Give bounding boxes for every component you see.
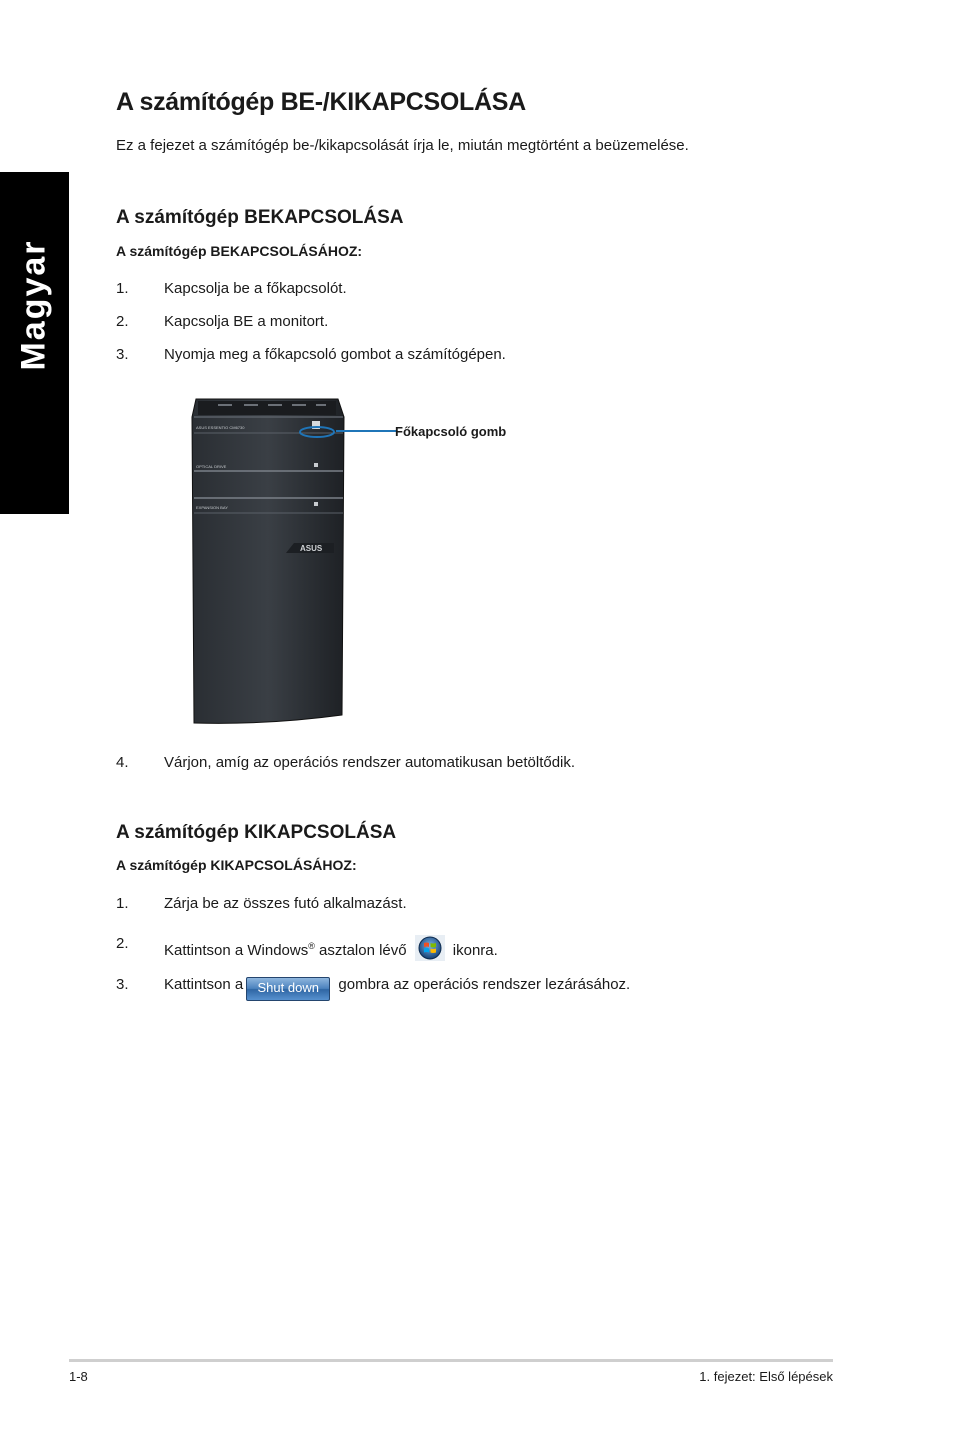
power-on-step-2: Kapcsolja BE a monitort. [164,313,329,330]
asus-logo-text: ASUS [300,544,323,553]
panel-label-optical: OPTICAL DRIVE [196,464,227,469]
panel-label-expansion: EXPANSION BAY [196,505,228,510]
power-on-heading: A számítógép BEKAPCSOLÁSA [116,207,404,228]
shut-down-button: Shut down [246,977,330,1001]
windows-start-icon [415,935,445,961]
power-on-step-4: Várjon, amíg az operációs rendszer automatikusan betöltődik. [164,754,576,771]
callout-line [336,430,396,432]
step-text: Kattintson a [164,976,244,993]
page-number: 1-8 [69,1369,88,1384]
intro-paragraph: Ez a fejezet a számítógép be-/kikapcsolását írja le, miután megtörtént a beüzemelése. [116,137,689,154]
step-text: ikonra. [448,942,498,959]
step-number: 1. [116,895,129,912]
power-button-callout: Főkapcsoló gomb [395,424,507,439]
step-number: 2. [116,313,129,330]
step-text: asztalon lévő [314,942,407,959]
power-on-step-1: Kapcsolja be a főkapcsolót. [164,280,347,297]
step-number: 4. [116,754,129,771]
power-off-step-1: Zárja be az összes futó alkalmazást. [164,895,407,912]
power-off-step-2 [164,935,498,961]
pc-tower-illustration [188,395,348,727]
power-on-step-3: Nyomja meg a főkapcsoló gombot a számítógépen. [164,346,506,363]
power-off-subheading: A számítógép KIKAPCSOLÁSÁHOZ: [116,857,357,873]
step-number: 3. [116,976,129,993]
chapter-title: 1. fejezet: Első lépések [699,1369,833,1384]
footer-rule [69,1359,833,1362]
panel-label-model: ASUS ESSENTIO CM6730 [196,425,245,430]
registered-mark: ® [308,941,315,951]
step-text: gombra az operációs rendszer lezárásához. [334,976,631,993]
page-title: A számítógép BE-/KIKAPCSOLÁSA [116,88,526,116]
eject-icon [314,463,318,467]
language-tab-label: Magyar [14,239,53,371]
step-number: 3. [116,346,129,363]
eject-icon [314,502,318,506]
step-number: 2. [116,935,129,952]
step-number: 1. [116,280,129,297]
power-on-subheading: A számítógép BEKAPCSOLÁSÁHOZ: [116,243,363,259]
power-off-step-3 [164,976,630,1001]
power-off-heading: A számítógép KIKAPCSOLÁSA [116,822,397,843]
step-text: Kattintson a Windows [164,942,309,959]
